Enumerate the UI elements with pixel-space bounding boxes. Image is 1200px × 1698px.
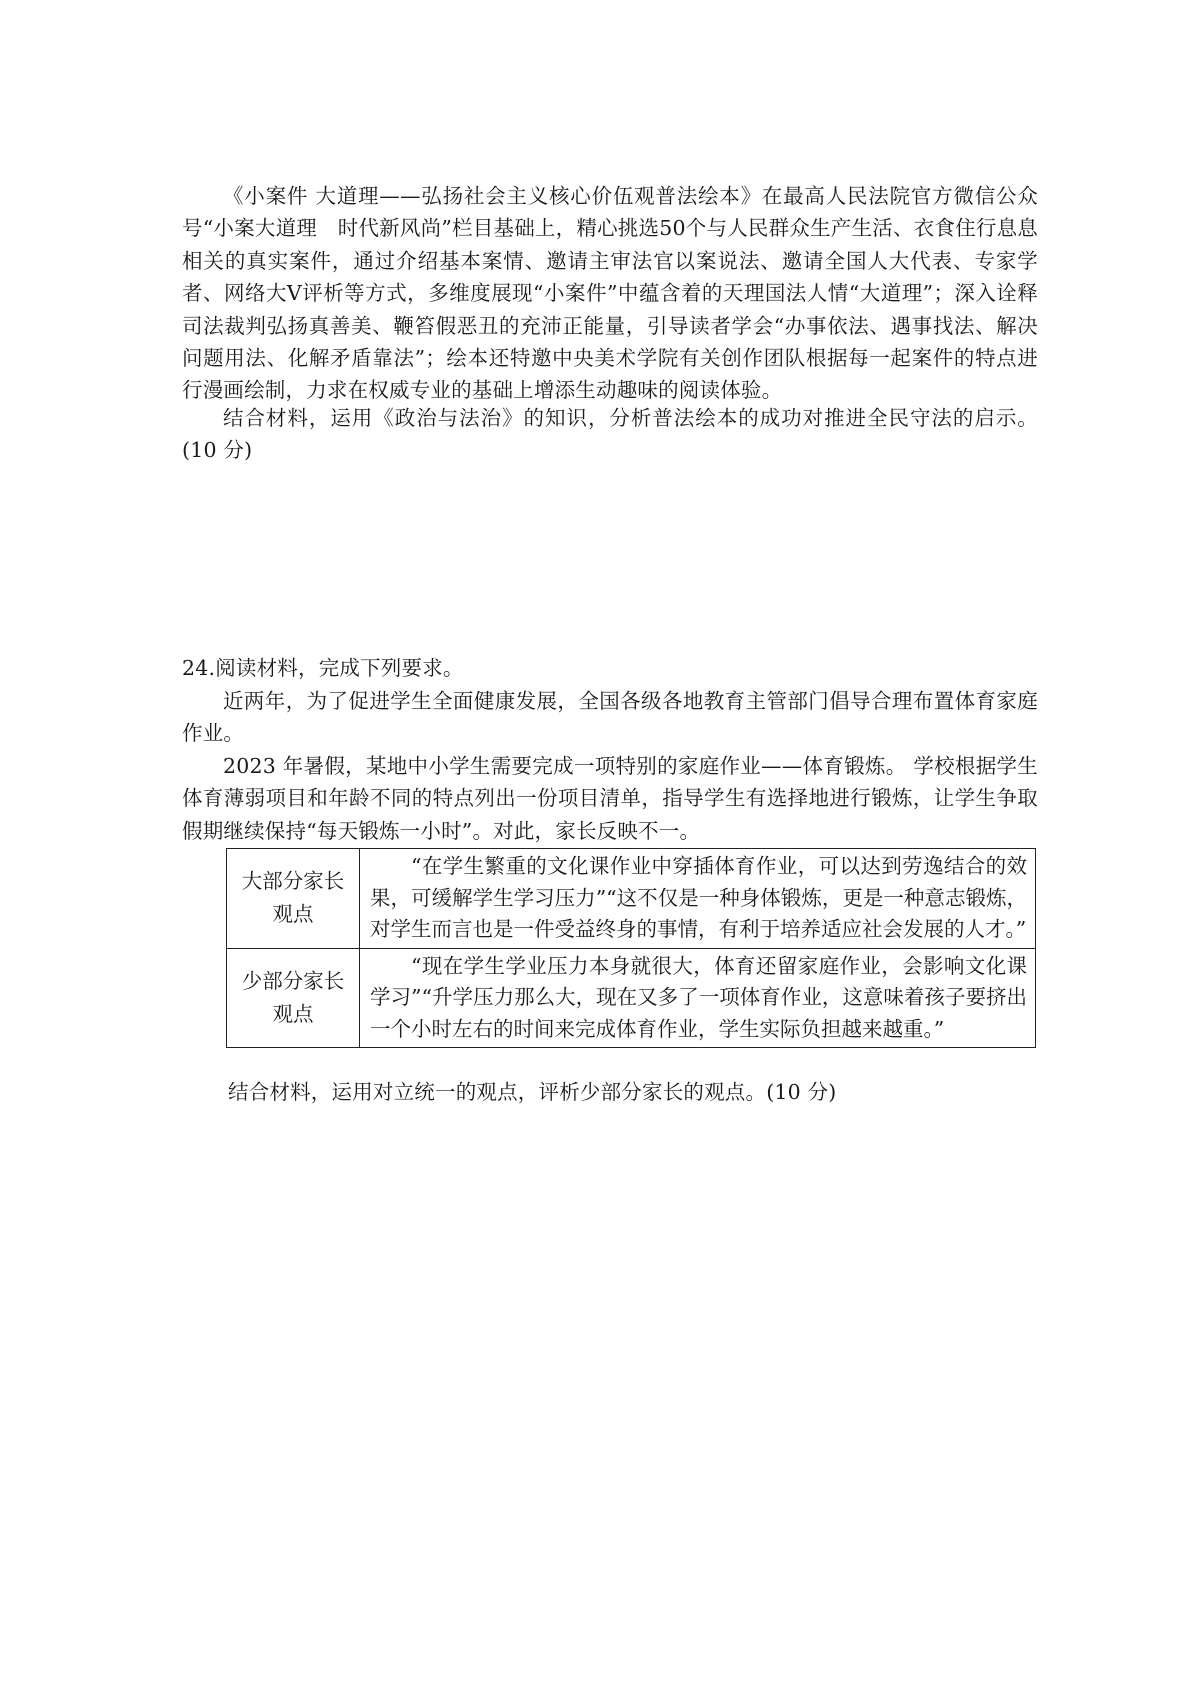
minority-parents-label: 少部分家长观点	[227, 948, 360, 1048]
question-24-paragraph-1: 近两年，为了促进学生全面健康发展，全国各级各地教育主管部门倡导合理布置体育家庭作业。	[182, 689, 1038, 746]
question-24-heading: 24.阅读材料，完成下列要求。	[182, 656, 464, 680]
table-row	[227, 849, 1036, 949]
question-24-paragraph-2: 2023 年暑假，某地中小学生需要完成一项特别的家庭作业——体育锻炼。 学校根据学生体育薄弱项目和年龄不同的特点列出一份项目清单，指导学生有选择地进行锻炼，让学生争取假期继续保持“每天锻炼一小时”。对此，家长反映不一。	[182, 754, 1038, 843]
majority-parents-opinion: “在学生繁重的文化课作业中穿插体育作业，可以达到劳逸结合的效果，可缓解学生学习压力”“这不仅是一种身体锻炼，更是一种意志锻炼，对学生而言也是一件受益终身的事情，有利于培养适应社会发展的人才。”	[360, 849, 1036, 949]
majority-parents-label: 大部分家长观点	[227, 849, 360, 949]
material-paragraph: 《小案件 大道理——弘扬社会主义核心价伍观普法绘本》在最高人民法院官方微信公众号“小案大道理 时代新风尚”栏目基础上，精心挑选50个与人民群众生产生活、衣食住行息息相关的真实案件，通过介绍基本案情、邀请主审法官以案说法、邀请全国人大代表、专家学者、网络大V评析等方式，多维度展现“小案件”中蕴含着的天理国法人情“大道理”；深入诠释司法裁判弘扬真善美、鞭笞假恶丑的充沛正能量，引导读者学会“办事依法、遇事找法、解决问题用法、化解矛盾靠法”；绘本还特邀中央美术学院有关创作团队根据每一起案件的特点进行漫画绘制，力求在权威专业的基础上增添生动趣味的阅读体验。	[182, 184, 1038, 403]
parent-opinions-table	[226, 848, 1036, 1048]
minority-parents-opinion: “现在学生学业压力本身就很大，体育还留家庭作业，会影响文化课学习”“升学压力那么大，现在又多了一项体育作业，这意味着孩子要挤出一个小时左右的时间来完成体育作业，学生实际负担越来越重。”	[360, 948, 1036, 1048]
question-24-prompt: 结合材料，运用对立统一的观点，评析少部分家长的观点。(10 分)	[228, 1080, 837, 1104]
table-row	[227, 948, 1036, 1048]
question-23-prompt: 结合材料，运用《政治与法治》的知识，分析普法绘本的成功对推进全民守法的启示。(10 分)	[182, 406, 1038, 463]
